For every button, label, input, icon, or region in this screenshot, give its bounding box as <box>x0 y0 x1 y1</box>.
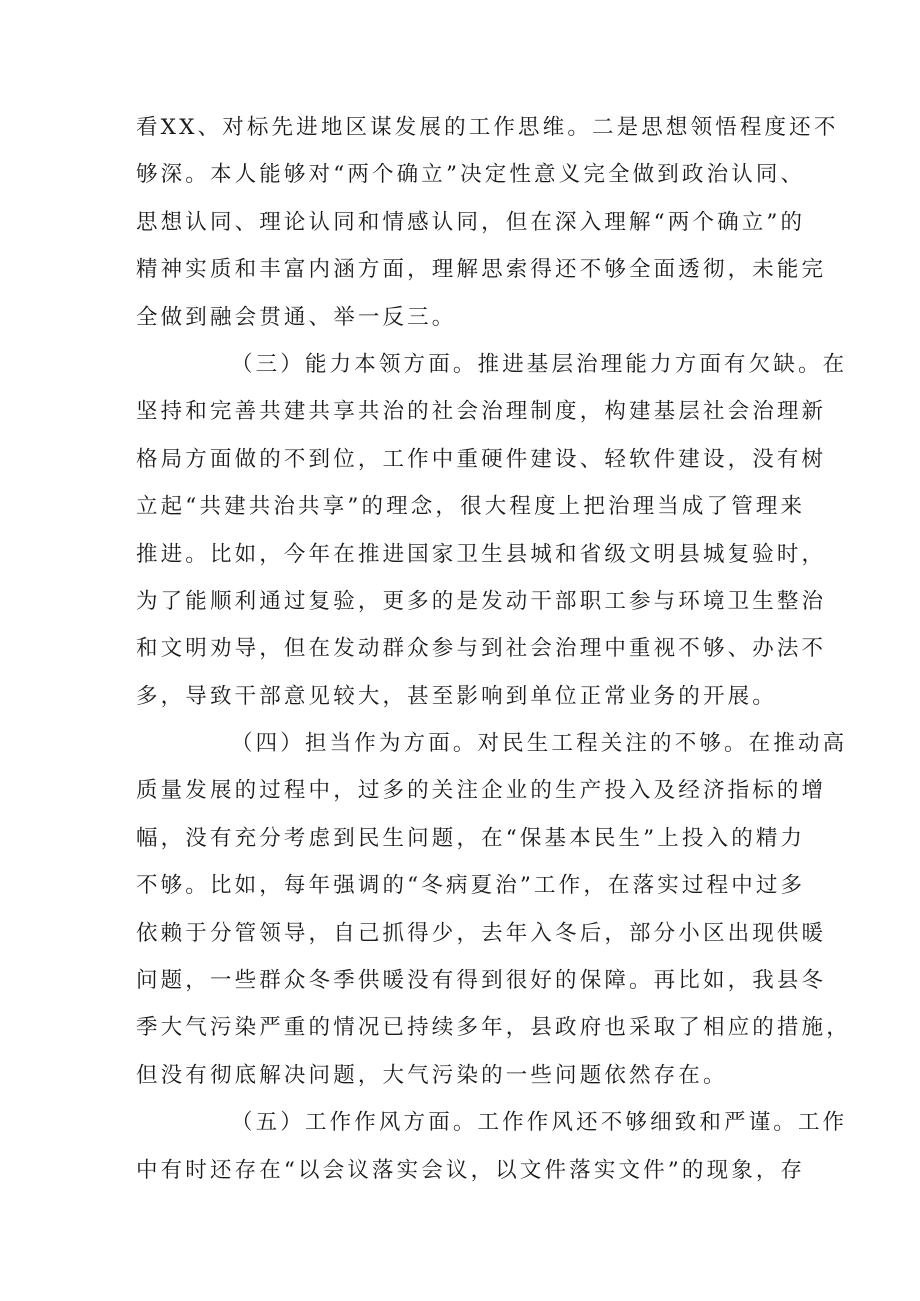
text-line: 和文明劝导，但在发动群众参与到社会治理中重视不够、办法不 <box>136 636 827 662</box>
section-heading-line: （五）工作作风方面。工作作风还不够细致和严谨。工作 <box>231 1110 848 1136</box>
document-body <box>136 104 851 1194</box>
text-line: 幅，没有充分考虑到民生问题，在“保基本民生”上投入的精力 <box>136 825 806 851</box>
text-line: 坚持和完善共建共享共治的社会治理制度，构建基层社会治理新 <box>136 399 827 425</box>
text-line: 思想认同、理论认同和情感认同，但在深入理解“两个确立”的 <box>136 209 806 235</box>
text-line: 不够。比如，每年强调的“冬病夏治”工作，在落实过程中过多 <box>136 873 806 899</box>
text-line: 立起“共建共治共享”的理念，很大程度上把治理当成了管理来 <box>136 494 806 520</box>
text-line: 精神实质和丰富内涵方面，理解思索得还不够全面透彻，未能完 <box>136 257 827 283</box>
text-line: 依赖于分管领导，自己抓得少，去年入冬后，部分小区出现供暖 <box>136 920 827 946</box>
text-line: 质量发展的过程中，过多的关注企业的生产投入及经济指标的增 <box>136 778 827 804</box>
section-heading-line: （三）能力本领方面。推进基层治理能力方面有欠缺。在 <box>231 351 848 377</box>
text-line: 多，导致干部意见较大，甚至影响到单位正常业务的开展。 <box>136 683 777 709</box>
text-line: 为了能顺利通过复验，更多的是发动干部职工参与环境卫生整治 <box>136 588 827 614</box>
text-line: 推进。比如，今年在推进国家卫生县城和省级文明县城复验时， <box>136 541 827 567</box>
section-heading-line: （四）担当作为方面。对民生工程关注的不够。在推动高 <box>231 731 848 757</box>
text-line: 全做到融会贯通、举一反三。 <box>136 304 457 330</box>
text-line: 够深。本人能够对“两个确立”决定性意义完全做到政治认同、 <box>136 162 806 188</box>
text-line: 中有时还存在“以会议落实会议，以文件落实文件”的现象，存 <box>136 1157 806 1183</box>
text-line: 格局方面做的不到位，工作中重硬件建设、轻软件建设，没有树 <box>136 446 827 472</box>
text-line: 季大气污染严重的情况已持续多年，县政府也采取了相应的措施， <box>136 1015 851 1041</box>
text-line: 看XX、对标先进地区谋发展的工作思维。二是思想领悟程度还不 <box>136 115 839 140</box>
text-line: 问题，一些群众冬季供暖没有得到很好的保障。再比如，我县冬 <box>136 968 827 994</box>
text-line: 但没有彻底解决问题，大气污染的一些问题依然存在。 <box>136 1062 728 1088</box>
